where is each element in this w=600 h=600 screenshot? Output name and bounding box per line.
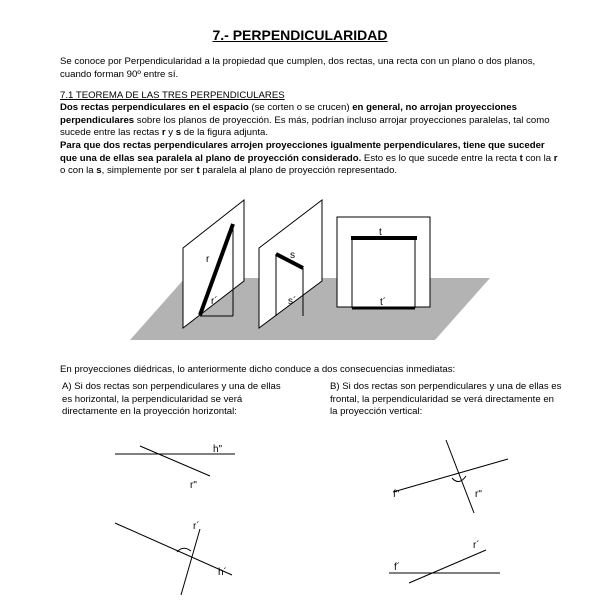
text: y xyxy=(165,127,176,138)
bold-text: Dos rectas perpendiculares en el espacio xyxy=(60,102,249,113)
label-t: t xyxy=(379,227,382,238)
diagram-a-r-vertical-line xyxy=(140,446,210,476)
intro-paragraph: Se conoce por Perpendicularidad a la propiedad que cumplen, dos rectas, una recta con un plano o dos planos, cuando forman 90º entre sí. xyxy=(60,56,536,80)
case-a-text: A) Si dos rectas son perpendiculares y una de ellas es horizontal, la perpendicularidad se verá directamente en la proyección horizontal: xyxy=(62,381,281,417)
case-b-text: B) Si dos rectas son perpendiculares y una de ellas es frontal, la perpendicularidad se verá directamente en la proyección vertical: xyxy=(330,381,562,417)
bold-text: r xyxy=(553,152,558,164)
text: paralela al plano de proyección representado. xyxy=(199,165,398,176)
text: Esto es lo que sucede entre la recta xyxy=(361,152,520,164)
section-title: 7.1 TEOREMA DE LAS TRES PERPENDICULARES xyxy=(60,90,285,101)
diagram-b-right-angle-mark xyxy=(452,476,466,482)
diagram-a-h-horizontal-line xyxy=(115,523,232,575)
diagram-a-label-h-vertical: h" xyxy=(213,444,223,455)
bold-text: s xyxy=(96,165,102,176)
text: con la xyxy=(522,152,554,164)
diagram-b-r-horizontal-line xyxy=(409,550,486,583)
label-s-projection: s´ xyxy=(288,296,297,307)
page-title-text: 7.- PERPENDICULARIDAD xyxy=(212,27,388,43)
diagram-b-label-r-horizontal: r´ xyxy=(473,540,480,551)
diagram-a-label-h-horizontal: h´ xyxy=(218,567,227,578)
bold-text: en general, no arrojan proyecciones perpendiculares xyxy=(60,102,517,126)
diagram-a-label-r-vertical: r" xyxy=(190,480,197,491)
text: de la figura adjunta. xyxy=(181,127,269,138)
diagram-b-label-f-horizontal: f´ xyxy=(394,562,401,573)
plane-t xyxy=(337,217,430,307)
diagram-b-label-f-vertical: f" xyxy=(393,489,400,500)
text: sobre los planos de proyección. Es más, podrían incluso arrojar proyecciones paralelas, tal como sucede entre las rectas xyxy=(60,114,550,138)
diagram-b-r-vertical-line xyxy=(446,440,474,513)
bold-text: t xyxy=(196,165,200,176)
text: (se corten o se crucen) xyxy=(248,102,353,113)
diagram-b-f-vertical-line xyxy=(393,459,508,492)
text: o con la xyxy=(60,165,97,176)
label-r-projection: r´ xyxy=(211,296,218,307)
label-t-projection: t´ xyxy=(380,297,387,308)
bold-text: t xyxy=(519,152,523,164)
label-s: s xyxy=(290,250,295,261)
diagram-a-label-r-horizontal: r´ xyxy=(193,521,200,532)
diagram-b-label-r-vertical: r" xyxy=(475,489,482,500)
consequences-intro: En proyecciones diédricas, lo anteriormente dicho conduce a dos consecuencias inmediatas: xyxy=(60,364,456,375)
text: , simplemente por ser xyxy=(101,165,197,176)
diagram-a-r-horizontal-line xyxy=(181,529,200,595)
bold-text: Para que dos rectas perpendiculares arrojen proyecciones igualmente perpendiculares, tiene que suceder que una de ellas sea paralela al plano de proyección considerado. xyxy=(60,140,545,164)
label-r: r xyxy=(206,254,210,265)
bold-text: s xyxy=(175,127,182,138)
bold-text: r xyxy=(161,127,166,138)
